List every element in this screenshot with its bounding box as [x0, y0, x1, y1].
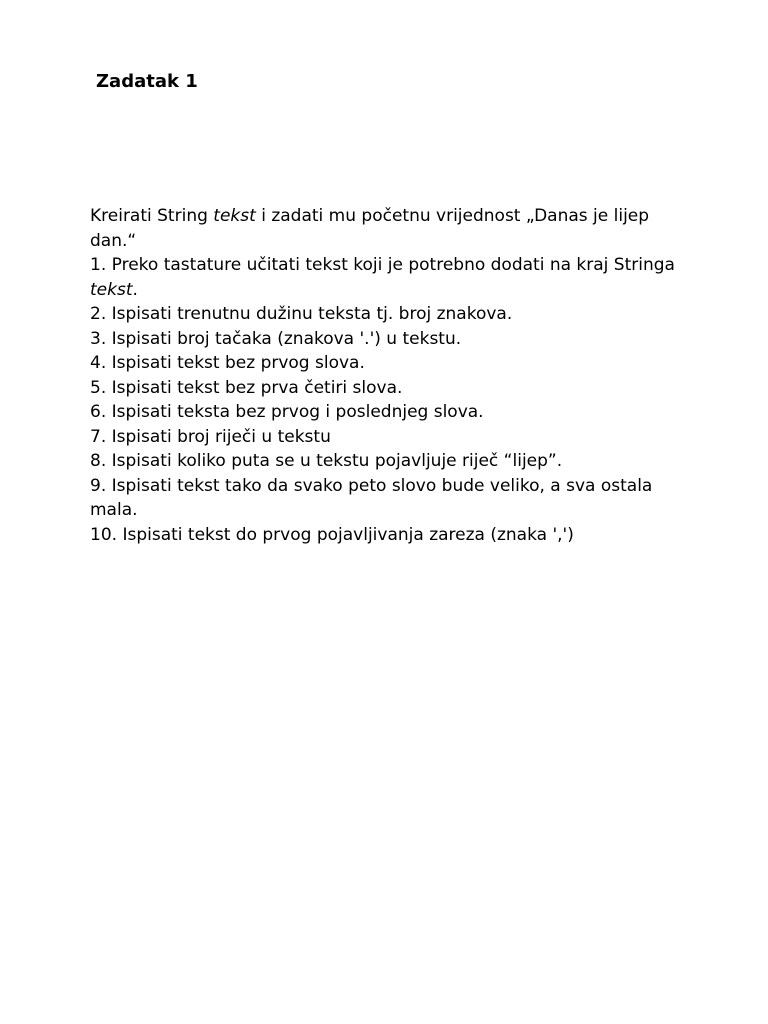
task-text: Ispisati teksta bez prvog i poslednjeg slova. — [106, 402, 484, 422]
task-suffix: . — [132, 279, 138, 300]
task-text: Ispisati tekst bez prvog slova. — [106, 353, 365, 373]
intro-text-start: Kreirati String — [90, 206, 214, 226]
task-text: Preko tastature učitati tekst koji je potrebno dodati na kraj Stringa — [106, 255, 675, 275]
task-number: 3. — [90, 328, 107, 349]
task-item-5 — [90, 376, 680, 401]
task-number: 10. — [90, 524, 118, 545]
task-number: 2. — [90, 304, 107, 324]
task-number: 6. — [90, 402, 107, 422]
task-number: 7. — [90, 426, 107, 447]
page-title: Zadatak 1 — [96, 71, 198, 92]
task-text: Ispisati broj riječi u tekstu — [106, 426, 331, 447]
task-content — [90, 204, 680, 547]
task-item-6 — [90, 400, 680, 425]
task-text: Ispisati tekst bez prva četiri slova. — [106, 377, 403, 398]
task-item-7 — [90, 425, 680, 450]
task-number: 5. — [90, 377, 107, 398]
task-item-4 — [90, 351, 680, 376]
task-number: 9. — [90, 475, 107, 496]
intro-paragraph — [90, 204, 680, 253]
task-item-8 — [90, 449, 680, 474]
task-text: Ispisati tekst tako da svako peto slovo bude veliko, a sva ostala mala. — [90, 475, 653, 520]
task-text: Ispisati koliko puta se u tekstu pojavljuje riječ “lijep”. — [106, 451, 563, 471]
task-number: 8. — [90, 451, 107, 471]
task-emphasis: tekst — [90, 279, 133, 300]
task-text: Ispisati broj tačaka (znakova '.') u tekstu. — [106, 328, 462, 349]
task-number: 1. — [90, 255, 107, 275]
intro-text-end: i zadati mu početnu vrijednost „Danas je lijep dan.“ — [90, 206, 650, 251]
task-text: Ispisati tekst do prvog pojavljivanja zareza (znaka ',') — [117, 524, 574, 545]
task-number: 4. — [90, 353, 107, 373]
task-item-1 — [90, 253, 680, 302]
task-item-2 — [90, 302, 680, 327]
task-item-9 — [90, 474, 680, 523]
intro-emphasis: tekst — [213, 206, 256, 226]
task-item-10 — [90, 523, 680, 548]
task-list — [90, 253, 680, 547]
task-text: Ispisati trenutnu dužinu teksta tj. broj znakova. — [106, 304, 513, 324]
task-item-3 — [90, 327, 680, 352]
